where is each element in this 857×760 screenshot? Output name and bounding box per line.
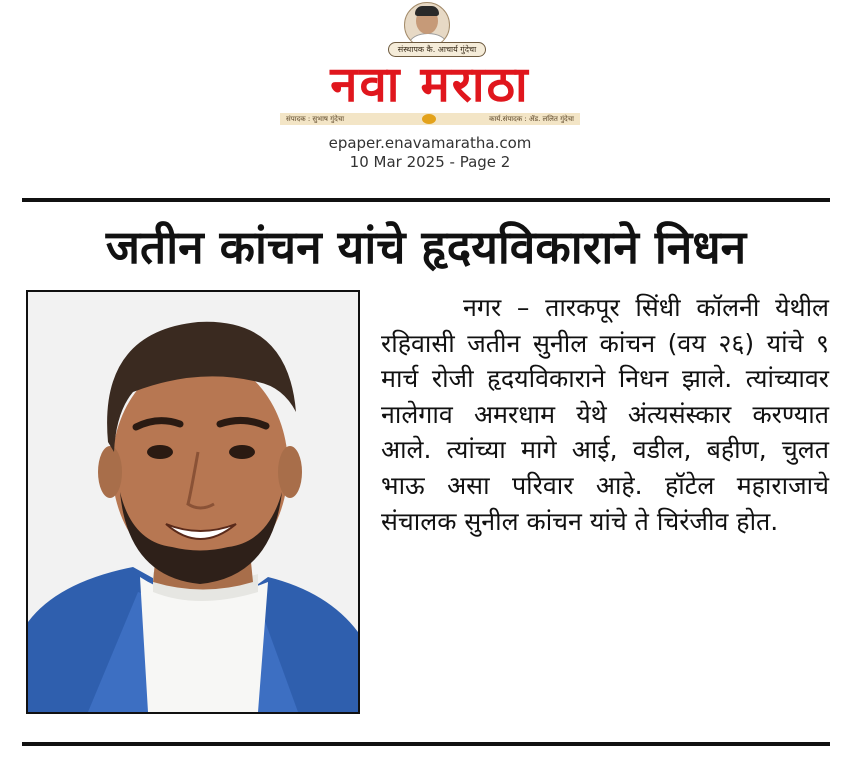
editor-credit: संपादक : सुभाष गुंदेचा <box>286 115 345 123</box>
article-photo <box>26 290 360 714</box>
person-portrait-icon <box>28 292 358 712</box>
newspaper-logo: नवा मराठा <box>330 56 530 113</box>
founder-caption: संस्थापक कै. आचार्य गुंदेचा <box>388 42 486 57</box>
article-body <box>381 290 829 730</box>
edition-date: 10 Mar 2025 - Page 2 <box>349 153 511 171</box>
editor-credit-strip <box>280 113 580 125</box>
article-paragraph: नगर – तारकपूर सिंधी कॉलनी येथील रहिवासी जतीन सुनील कांचन (वय २६) यांचे ९ मार्च रोजी हृदयविकाराने निधन झाले. त्यांच्यावर नालेगाव अमरधाम येथे अंत्यसंस्कार करण्यात आले. त्यांच्या मागे आई, वडील, बहीण, चुलत भाऊ असा परिवार आहे. हॉटेल महाराजाचे संचालक सुनील कांचन यांचे ते चिरंजीव होत. <box>381 293 829 536</box>
top-divider <box>22 198 830 202</box>
newspaper-masthead <box>270 0 590 132</box>
executive-editor-credit: कार्य.संपादक : ॲड. ललित गुंदेचा <box>489 115 574 123</box>
source-url: epaper.enavamaratha.com <box>328 134 532 152</box>
bottom-divider <box>22 742 830 746</box>
emblem-icon <box>422 114 436 124</box>
article-headline: जतीन कांचन यांचे हृदयविकाराने निधन <box>105 220 747 274</box>
